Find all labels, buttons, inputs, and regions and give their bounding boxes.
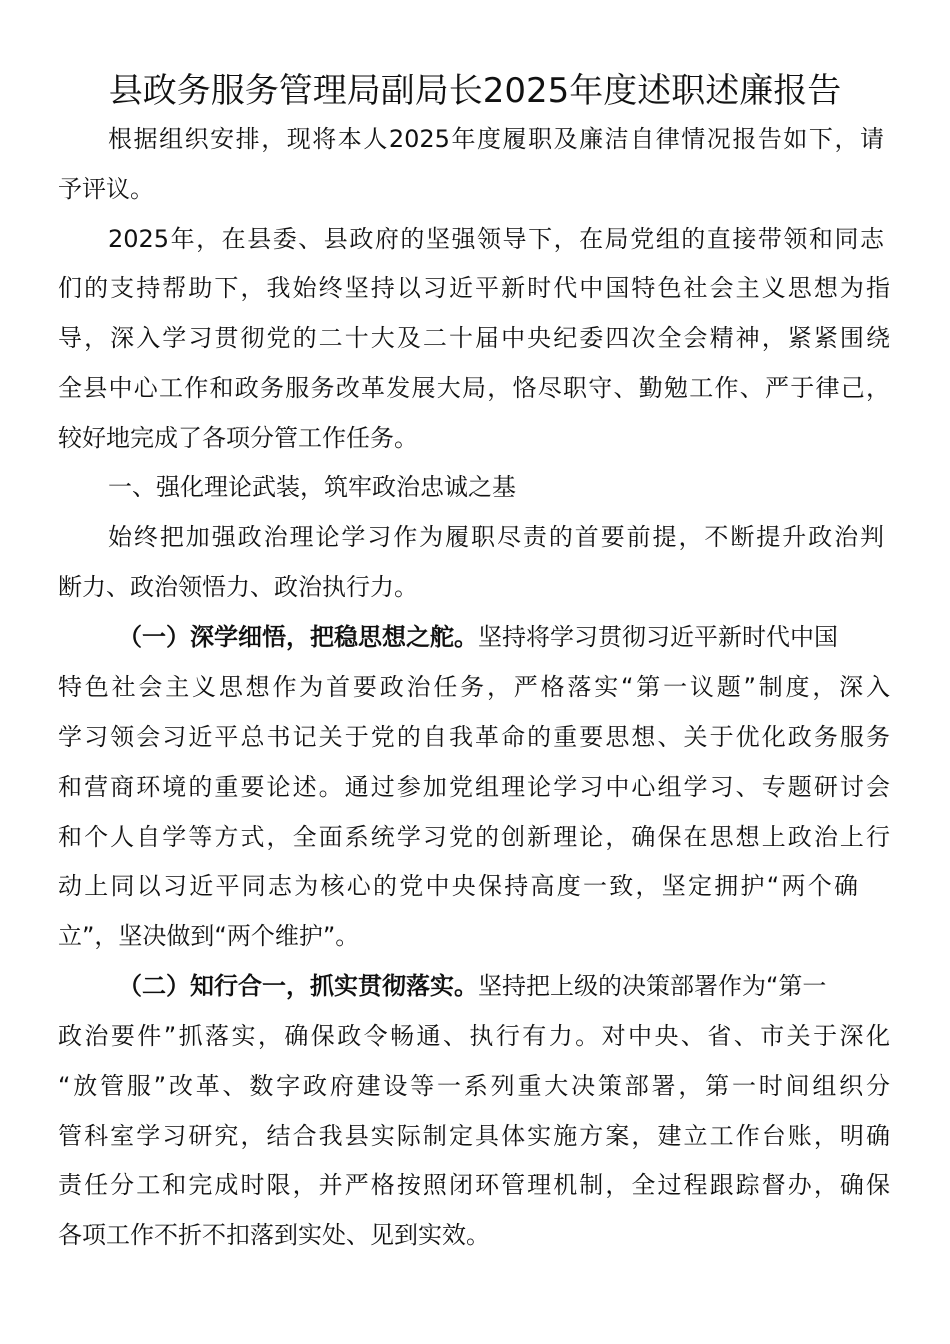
paragraph-overview-line-5: 较好地完成了各项分管工作任务。	[58, 424, 418, 452]
section-1-1-line-1	[118, 617, 888, 657]
section-1-1-line-4: 和营商环境的重要论述。通过参加党组理论学习中心组学习、专题研讨会	[58, 773, 890, 801]
paragraph-overview-line-1: 2025年，在县委、县政府的坚强领导下，在局党组的直接带领和同志	[108, 225, 884, 253]
section-1-1-line-6: 动上同以习近平同志为核心的党中央保持高度一致，坚定拥护“两个确	[58, 872, 858, 900]
section-1-2-heading: （二）知行合一，抓实贯彻落实。	[118, 972, 478, 1000]
section-1-heading: 一、强化理论武装，筑牢政治忠诚之基	[108, 473, 516, 501]
section-1-1-heading: （一）深学细悟，把稳思想之舵。	[118, 623, 478, 651]
paragraph-overview-line-4: 全县中心工作和政务服务改革发展大局，恪尽职守、勤勉工作、严于律己，	[58, 374, 890, 402]
paragraph-intro-line-1: 根据组织安排，现将本人2025年度履职及廉洁自律情况报告如下，请	[108, 125, 884, 153]
section-1-2-line-4: 管科室学习研究，结合我县实际制定具体实施方案，建立工作台账，明确	[58, 1122, 890, 1150]
section-1-2-line-3: “放管服”改革、数字政府建设等一系列重大决策部署，第一时间组织分	[58, 1072, 890, 1100]
paragraph-overview-line-2: 们的支持帮助下，我始终坚持以习近平新时代中国特色社会主义思想为指	[58, 274, 890, 302]
section-1-1-line-2: 特色社会主义思想作为首要政治任务，严格落实“第一议题”制度，深入	[58, 673, 890, 701]
section-1-1-lead-text: 坚持将学习贯彻习近平新时代中国	[478, 623, 838, 651]
section-1-2-line-5: 责任分工和完成时限，并严格按照闭环管理机制，全过程跟踪督办，确保	[58, 1171, 890, 1199]
section-1-2-line-2: 政治要件”抓落实，确保政令畅通、执行有力。对中央、省、市关于深化	[58, 1022, 890, 1050]
section-1-2-line-1	[118, 966, 888, 1006]
section-1-2-lead-text: 坚持把上级的决策部署作为“第一	[478, 972, 827, 1000]
section-1-1-line-5: 和个人自学等方式，全面系统学习党的创新理论，确保在思想上政治上行	[58, 823, 890, 851]
section-1-intro-line-2: 断力、政治领悟力、政治执行力。	[58, 573, 418, 601]
section-1-2-line-6: 各项工作不折不扣落到实处、见到实效。	[58, 1221, 490, 1249]
document-title: 县政务服务管理局副局长2025年度述职述廉报告	[108, 71, 842, 111]
section-1-1-line-3: 学习领会习近平总书记关于党的自我革命的重要思想、关于优化政务服务	[58, 723, 890, 751]
section-1-1-line-7: 立”，坚决做到“两个维护”。	[58, 922, 360, 950]
paragraph-overview-line-3: 导，深入学习贯彻党的二十大及二十届中央纪委四次全会精神，紧紧围绕	[58, 324, 890, 352]
paragraph-intro-line-2: 予评议。	[58, 175, 154, 203]
section-1-intro-line-1: 始终把加强政治理论学习作为履职尽责的首要前提，不断提升政治判	[108, 523, 884, 551]
